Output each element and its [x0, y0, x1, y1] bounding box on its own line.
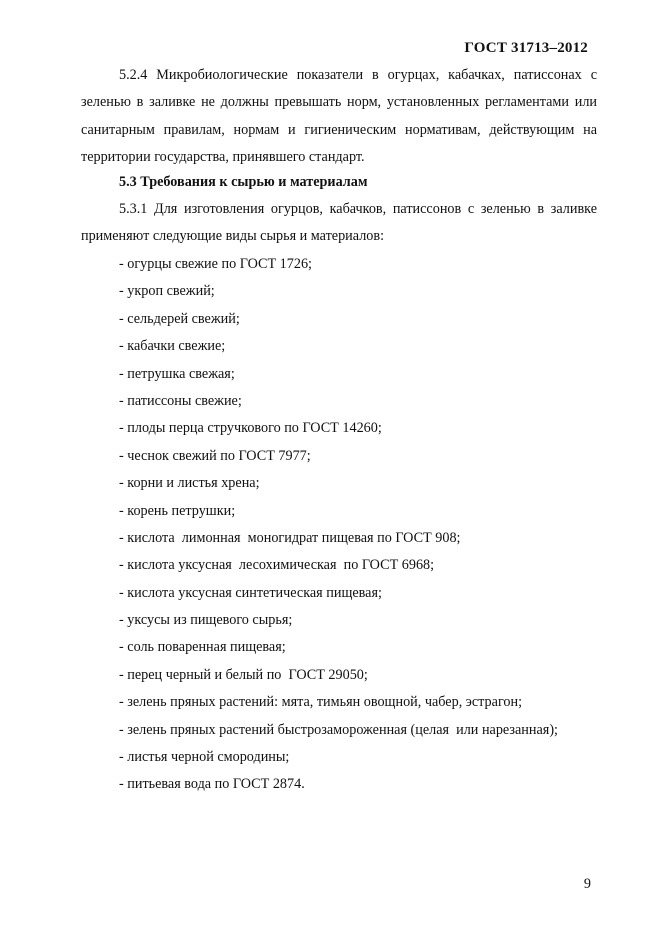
- list-item: - петрушка свежая;: [119, 365, 235, 382]
- list-item: - плоды перца стручкового по ГОСТ 14260;: [119, 420, 382, 437]
- list-item: - соль поваренная пищевая;: [119, 639, 286, 656]
- paragraph-5-3-1: 5.3.1 Для изготовления огурцов, кабачков, патиссонов с зеленью в заливке применяют следующие виды сырья и материалов:: [81, 201, 597, 245]
- list-item: - укроп свежий;: [119, 283, 215, 300]
- list-item: - перец черный и белый по ГОСТ 29050;: [119, 666, 368, 683]
- list-item: - кислота лимонная моногидрат пищевая по ГОСТ 908;: [119, 529, 461, 546]
- paragraph-5-2-4: 5.2.4 Микробиологические показатели в огурцах, кабачках, патиссонах с зеленью в заливке не должны превышать норм, установленных регламентами или санитарным правилам, нормам и гигиеническим нормативам, действующим на территории государства, принявшего стандарт.: [81, 67, 597, 166]
- list-item: - уксусы из пищевого сырья;: [119, 612, 293, 629]
- list-item: - кислота уксусная лесохимическая по ГОСТ 6968;: [119, 557, 435, 574]
- list-item: - зелень пряных растений быстрозамороженная (целая или нарезанная);: [119, 721, 558, 738]
- standard-code: ГОСТ 31713–2012: [464, 40, 588, 56]
- list-item: - питьевая вода по ГОСТ 2874.: [119, 776, 305, 793]
- list-item: - патиссоны свежие;: [119, 392, 242, 409]
- list-item: - корни и листья хрена;: [119, 475, 260, 492]
- list-item: - сельдерей свежий;: [119, 310, 240, 327]
- section-heading-5-3: 5.3 Требования к сырью и материалам: [119, 174, 368, 190]
- list-item: - кислота уксусная синтетическая пищевая;: [119, 584, 382, 601]
- list-item: - чеснок свежий по ГОСТ 7977;: [119, 447, 311, 464]
- list-item: - корень петрушки;: [119, 502, 236, 519]
- list-item: - листья черной смородины;: [119, 749, 290, 766]
- list-item: - огурцы свежие по ГОСТ 1726;: [119, 256, 312, 272]
- page-number: 9: [583, 876, 591, 892]
- materials-list: [119, 251, 558, 799]
- list-item: - зелень пряных растений: мята, тимьян овощной, чабер, эстрагон;: [119, 694, 523, 711]
- list-item: - кабачки свежие;: [119, 338, 226, 355]
